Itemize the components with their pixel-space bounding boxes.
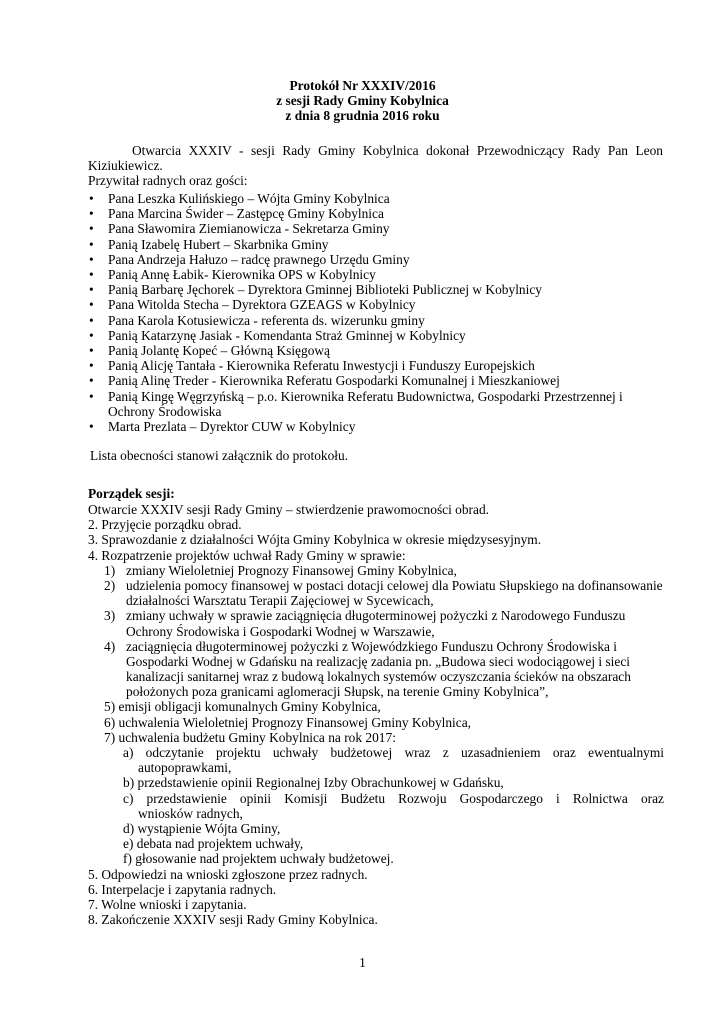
bullet-icon: • <box>89 388 94 404</box>
bullet-icon: • <box>89 251 94 267</box>
bullet-icon: • <box>89 297 94 313</box>
guest-text: Marta Prezlata – Dyrektor CUW w Kobylnicy <box>108 419 356 435</box>
guest-text: Pana Witolda Stecha – Dyrektora GZEAGS w Kobylnicy <box>108 297 416 313</box>
bullet-icon: • <box>89 191 94 206</box>
budget-point <box>88 775 668 790</box>
budget-point-text: e) debata nad projektem uchwały, <box>123 836 304 852</box>
bullet-icon: • <box>89 419 94 435</box>
subitem-number: 3) <box>104 608 116 624</box>
guest-text: Pana Sławomira Ziemianowicza - Sekretarza Gminy <box>108 221 390 237</box>
budget-point-text: b) przedstawienie opinii Regionalnej Izby Obrachunkowej w Gdańsku, <box>123 775 504 791</box>
guest-text: Panią Katarzynę Jasiak - Komendanta Straż Gminnej w Kobylnicy <box>108 327 466 343</box>
agenda-item: 5. Odpowiedzi na wnioski zgłoszone przez radnych. <box>88 866 368 882</box>
subitem-number: 1) <box>104 562 116 578</box>
agenda-list <box>88 502 668 927</box>
agenda-item: 7. Wolne wnioski i zapytania. <box>88 896 247 912</box>
budget-point-text: a) odczytanie projektu uchwały budżetowej wraz z uzasadnieniem oraz ewentualnymi <box>123 745 664 760</box>
guest-text: Panią Izabelę Hubert – Skarbnika Gminy <box>108 236 329 252</box>
subitem-text: Ochrony Środowiska i Gospodarki Wodnej w Warszawie, <box>126 623 435 639</box>
budget-point-text: d) wystąpienie Wójta Gminy, <box>123 820 281 836</box>
subitem-text: Gospodarki Wodnej w Gdańsku na realizację zadania pn. „Budowa sieci wodociągowej i sieci <box>126 653 631 669</box>
subitem-text: zaciągnięcia długoterminowej pożyczki z Wojewódzkiego Funduszu Ochrony Środowiska i <box>126 638 618 654</box>
bullet-icon: • <box>89 312 94 328</box>
bullet-icon: • <box>89 343 94 359</box>
budget-point-text: autopoprawkami, <box>138 760 232 776</box>
bullet-icon: • <box>89 206 94 222</box>
guest-item <box>88 373 668 388</box>
guest-item <box>88 252 668 267</box>
subitem-number: 2) <box>104 577 116 593</box>
agenda-subitem-continuation <box>88 669 668 684</box>
subitem-text: 7) uchwalenia budżetu Gminy Kobylnica na rok 2017: <box>104 729 396 745</box>
guest-item <box>88 313 668 328</box>
budget-point <box>88 851 668 866</box>
budget-point-continuation <box>88 760 668 775</box>
budget-point <box>88 791 668 806</box>
budget-point <box>88 745 668 760</box>
intro-line-2: Kiziukiewicz. <box>88 158 163 174</box>
guest-item <box>88 267 668 282</box>
intro-line-1: Otwarcia XXXIV - sesji Rady Gminy Kobylnica dokonał Przewodniczący Rady Pan Leon <box>132 143 663 158</box>
guest-text: Panią Annę Łabik- Kierownika OPS w Kobylnicy <box>108 267 376 283</box>
bullet-icon: • <box>89 373 94 389</box>
guest-item <box>88 191 668 206</box>
intro-paragraph <box>88 143 663 189</box>
agenda-subitem <box>88 730 668 745</box>
budget-point-text: f) głosowanie nad projektem uchwały budżetowej. <box>123 851 394 867</box>
attendance-note: Lista obecności stanowi załącznik do protokołu. <box>90 448 349 463</box>
budget-point-text: c) przedstawienie opinii Komisji Budżetu Rozwoju Gospodarczego i Rolnictwa oraz <box>123 790 664 806</box>
agenda-subitem <box>88 699 668 714</box>
agenda-subitem <box>88 563 668 578</box>
agenda-item: 3. Sprawozdanie z działalności Wójta Gminy Kobylnica w okresie międzysesyjnym. <box>88 532 542 548</box>
bullet-icon: • <box>89 358 94 374</box>
guest-text: Panią Kingę Węgrzyńską – p.o. Kierownika Referatu Budownictwa, Gospodarki Przestrzennej i <box>108 388 623 404</box>
guest-list <box>88 191 668 434</box>
budget-point <box>88 821 668 836</box>
subitem-text: kanalizacji sanitarnej wraz z budową lokalnych systemów oczyszczania ścieków na obszarach <box>126 669 631 685</box>
bullet-icon: • <box>89 282 94 298</box>
guest-text: Panią Alicję Tantała - Kierownika Referatu Inwestycji i Funduszy Europejskich <box>108 358 535 374</box>
page-number: 1 <box>359 955 366 970</box>
subitem-text: 5) emisji obligacji komunalnych Gminy Kobylnica, <box>104 699 381 715</box>
guest-text: Pana Marcina Świder – Zastępcę Gminy Kobylnica <box>108 206 384 222</box>
subitem-text: 6) uchwalenia Wieloletniej Prognozy Finansowej Gminy Kobylnica, <box>104 714 472 730</box>
guest-item <box>88 297 668 312</box>
bullet-icon: • <box>89 221 94 237</box>
subitem-text: położonych poza granicami aglomeracji Słupsk, na terenie Gminy Kobylnica”, <box>126 684 549 700</box>
title-line-2: z sesji Rady Gminy Kobylnica <box>276 93 449 109</box>
agenda-item: 6. Interpelacje i zapytania radnych. <box>88 881 277 897</box>
agenda-subitem-continuation <box>88 684 668 699</box>
subitem-text: udzielenia pomocy finansowej w postaci dotacji celowej dla Powiatu Słupskiego na dofinansowanie <box>126 577 663 593</box>
guest-text: Pana Karola Kotusiewicza - referenta ds. wizerunku gminy <box>108 312 425 328</box>
agenda-subitem <box>88 715 668 730</box>
subitem-number: 4) <box>104 638 116 654</box>
guest-item-continuation <box>88 404 668 419</box>
agenda-subitem-continuation <box>88 624 668 639</box>
guest-text: Pana Andrzeja Hałuzo – radcę prawnego Urzędu Gminy <box>108 251 410 267</box>
budget-point <box>88 836 668 851</box>
agenda-item: 8. Zakończenie XXXIV sesji Rady Gminy Kobylnica. <box>88 912 378 928</box>
guest-item <box>88 419 668 434</box>
guest-text: Panią Jolantę Kopeć – Główną Księgową <box>108 343 331 359</box>
agenda-subitem <box>88 578 668 593</box>
guest-text: Panią Barbarę Jęchorek – Dyrektora Gminnej Biblioteki Publicznej w Kobylnicy <box>108 282 542 298</box>
title-line-1: Protokół Nr XXXIV/2016 <box>289 78 436 93</box>
subitem-text: działalności Warsztatu Terapii Zajęciowej w Sycewicach, <box>126 593 434 609</box>
agenda-heading: Porządek sesji: <box>88 486 175 501</box>
agenda-item: 4. Rozpatrzenie projektów uchwał Rady Gminy w sprawie: <box>88 547 406 563</box>
agenda-subitem <box>88 608 668 623</box>
agenda-item: Otwarcie XXXIV sesji Rady Gminy – stwierdzenie prawomocności obrad. <box>88 502 489 517</box>
agenda-subitem-continuation <box>88 654 668 669</box>
agenda-subitem <box>88 639 668 654</box>
guest-item <box>88 206 668 221</box>
guest-item <box>88 358 668 373</box>
bullet-icon: • <box>89 327 94 343</box>
budget-point-text: wniosków radnych, <box>138 805 243 821</box>
guest-text: Ochrony Środowiska <box>108 403 222 419</box>
guest-text: Panią Alinę Treder - Kierownika Referatu Gospodarki Komunalnej i Mieszkaniowej <box>108 373 560 389</box>
guest-item <box>88 221 668 236</box>
guest-item <box>88 389 668 404</box>
budget-point-continuation <box>88 806 668 821</box>
bullet-icon: • <box>89 267 94 283</box>
subitem-text: zmiany Wieloletniej Prognozy Finansowej Gminy Kobylnica, <box>126 562 457 578</box>
guest-item <box>88 237 668 252</box>
intro-greeting: Przywitał radnych oraz gości: <box>88 173 248 189</box>
guest-text: Pana Leszka Kulińskiego – Wójta Gminy Kobylnica <box>108 191 390 206</box>
bullet-icon: • <box>89 236 94 252</box>
agenda-item: 2. Przyjęcie porządku obrad. <box>88 517 242 533</box>
agenda-subitem-continuation <box>88 593 668 608</box>
guest-item <box>88 343 668 358</box>
guest-item <box>88 328 668 343</box>
guest-item <box>88 282 668 297</box>
title-line-3: z dnia 8 grudnia 2016 roku <box>285 108 440 124</box>
document-title <box>0 78 725 124</box>
subitem-text: zmiany uchwały w sprawie zaciągnięcia długoterminowej pożyczki z Narodowego Funduszu <box>126 608 626 624</box>
